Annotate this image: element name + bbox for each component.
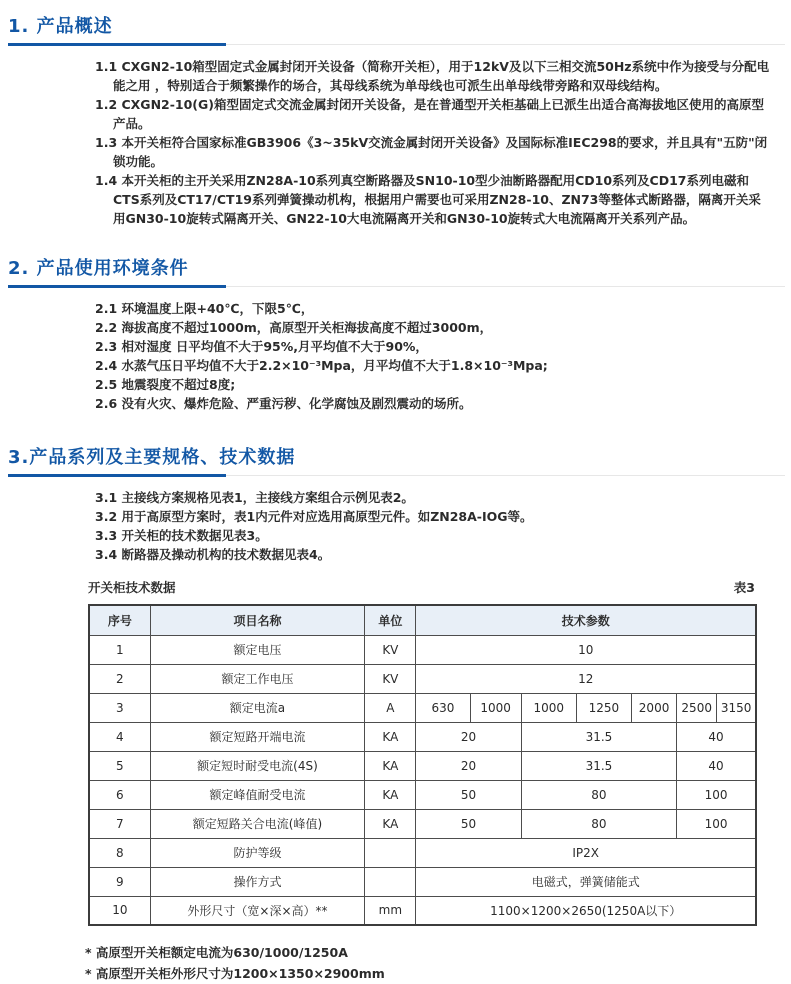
heading-rule (8, 474, 785, 477)
header-cell-params: 技术参数 (416, 605, 756, 635)
cell-no: 1 (89, 635, 150, 664)
header-cell-unit: 单位 (365, 605, 416, 635)
cell-value: IP2X (416, 838, 756, 867)
cell-name: 额定短路开端电流 (150, 722, 365, 751)
heading-underline-gray (226, 286, 785, 287)
cell-value: 12 (416, 664, 756, 693)
paragraph-item: 3.3 开关柜的技术数据见表3。 (95, 528, 268, 543)
paragraph-item: 3.4 断路器及操动机构的技术数据见表4。 (95, 547, 331, 562)
cell-value: 31.5 (521, 751, 676, 780)
table-row (89, 722, 756, 751)
cell-value: 1250 (576, 693, 631, 722)
paragraph-item: 2.3 相对湿度 日平均值不大于95%,月平均值不大于90%， (95, 339, 428, 354)
header-cell-no: 序号 (89, 605, 150, 635)
table-header-row (89, 605, 756, 635)
cell-value: 20 (416, 751, 521, 780)
cell-unit: KV (365, 635, 416, 664)
cell-value: 100 (677, 809, 756, 838)
cell-value: 20 (416, 722, 521, 751)
cell-unit: KA (365, 809, 416, 838)
table-row (89, 867, 756, 896)
section-product-overview (0, 12, 791, 228)
paragraph-item: 2.6 没有火灾、爆炸危险、严重污秽、化学腐蚀及剧烈震动的场所。 (95, 396, 472, 411)
section-2-title: 2. 产品使用环境条件 (8, 258, 189, 279)
spec-table-block (88, 578, 757, 926)
cell-unit: KA (365, 722, 416, 751)
cell-no: 9 (89, 867, 150, 896)
paragraph-item: 2.5 地震裂度不超过8度; (95, 377, 236, 392)
switchgear-spec-table (88, 604, 757, 926)
table-footnotes (85, 942, 791, 984)
cell-name: 额定电压 (150, 635, 365, 664)
cell-no: 4 (89, 722, 150, 751)
table-row (89, 809, 756, 838)
cell-no: 2 (89, 664, 150, 693)
section-3-title: 3.产品系列及主要规格、技术数据 (8, 447, 296, 468)
paragraph-item: 2.1 环境温度上限+40℃，下限5℃， (95, 301, 314, 316)
table-row (89, 751, 756, 780)
cell-value: 1000 (521, 693, 576, 722)
table-row (89, 664, 756, 693)
cell-value: 40 (677, 751, 756, 780)
section-3-paragraphs (0, 488, 791, 564)
cell-no: 8 (89, 838, 150, 867)
header-cell-name: 项目名称 (150, 605, 365, 635)
cell-name: 防护等级 (150, 838, 365, 867)
cell-value: 3150 (717, 693, 756, 722)
cell-no: 6 (89, 780, 150, 809)
paragraph-item: 1.3 本开关柜符合国家标准GB3906《3~35kV交流金属封闭开关设备》及国际标准IEC298的要求，并且具有"五防"闭锁功能。 (95, 135, 768, 169)
cell-unit: mm (365, 896, 416, 925)
paragraph-item: 1.4 本开关柜的主开关采用ZN28A-10系列真空断路器及SN10-10型少油断路器配用CD10系列及CD17系列电磁和CTS系列及CT17/CT19系列弹簧操动机构，根据用户需要也可采用ZN28-10、ZN73等整体式断路器，隔离开关采用GN30-10旋转式隔离开关、GN22-10大电流隔离开关和GN30-10旋转式大电流隔离开关系列产品。 (95, 173, 761, 226)
cell-no: 10 (89, 896, 150, 925)
cell-name: 额定电流a (150, 693, 365, 722)
section-1-title: 1. 产品概述 (8, 16, 113, 37)
heading-underline-gray (226, 44, 785, 45)
table-row (89, 896, 756, 925)
cell-value: 40 (677, 722, 756, 751)
cell-value: 80 (521, 780, 676, 809)
cell-value: 1000 (470, 693, 521, 722)
footnote-rated-current: * 高原型开关柜额定电流为630/1000/1250A (85, 945, 348, 960)
cell-name: 外形尺寸（宽×深×高）** (150, 896, 365, 925)
cell-unit: A (365, 693, 416, 722)
section-1-paragraphs (0, 57, 791, 228)
section-environment-conditions (0, 254, 791, 413)
cell-name: 额定短时耐受电流(4S) (150, 751, 365, 780)
table-row (89, 838, 756, 867)
cell-value: 1100×1200×2650(1250A以下） (416, 896, 756, 925)
heading-underline-accent (8, 285, 226, 288)
table-row (89, 780, 756, 809)
cell-value: 50 (416, 809, 521, 838)
heading-underline-accent (8, 474, 226, 477)
cell-name: 额定短路关合电流(峰值) (150, 809, 365, 838)
heading-underline-gray (226, 475, 785, 476)
paragraph-item: 3.1 主接线方案规格见表1，主接线方案组合示例见表2。 (95, 490, 414, 505)
cell-no: 7 (89, 809, 150, 838)
cell-unit: KA (365, 751, 416, 780)
cell-value: 80 (521, 809, 676, 838)
cell-unit (365, 867, 416, 896)
table-number-label: 表3 (733, 580, 755, 595)
cell-name: 操作方式 (150, 867, 365, 896)
footnote-dimensions: * 高原型开关柜外形尺寸为1200×1350×2900mm (85, 966, 385, 981)
cell-value: 100 (677, 780, 756, 809)
paragraph-item: 3.2 用于高原型方案时，表1内元件对应选用高原型元件。如ZN28A-IOG等。 (95, 509, 533, 524)
cell-unit: KA (365, 780, 416, 809)
cell-no: 5 (89, 751, 150, 780)
section-2-paragraphs (0, 299, 791, 413)
cell-value: 10 (416, 635, 756, 664)
paragraph-item: 2.4 水蒸气压日平均值不大于2.2×10⁻³Mpa，月平均值不大于1.8×10⁻³Mpa; (95, 358, 548, 373)
table-caption (88, 578, 757, 596)
cell-value: 630 (416, 693, 470, 722)
table-row (89, 693, 756, 722)
paragraph-item: 1.1 CXGN2-10箱型固定式金属封闭开关设备（简称开关柜），用于12kV及以下三相交流50Hz系统中作为接受与分配电能之用 ，特别适合于频繁操作的场合，其母线系统为单母线也可派生出单母线带旁路和双母线结构。 (95, 59, 770, 93)
cell-value: 电磁式，弹簧储能式 (416, 867, 756, 896)
cell-value: 2000 (632, 693, 677, 722)
cell-value: 2500 (677, 693, 717, 722)
heading-underline-accent (8, 43, 226, 46)
cell-unit (365, 838, 416, 867)
cell-value: 50 (416, 780, 521, 809)
section-specs-technical-data (0, 443, 791, 984)
cell-unit: KV (365, 664, 416, 693)
table-row (89, 635, 756, 664)
cell-value: 31.5 (521, 722, 676, 751)
heading-rule (8, 43, 785, 46)
heading-rule (8, 285, 785, 288)
cell-no: 3 (89, 693, 150, 722)
paragraph-item: 2.2 海拔高度不超过1000m，高原型开关柜海拔高度不超过3000m， (95, 320, 493, 335)
paragraph-item: 1.2 CXGN2-10(G)箱型固定式交流金属封闭开关设备，是在普通型开关柜基础上已派生出适合高海拔地区使用的高原型产品。 (95, 97, 764, 131)
cell-name: 额定峰值耐受电流 (150, 780, 365, 809)
table-caption-title: 开关柜技术数据 (88, 580, 176, 595)
cell-name: 额定工作电压 (150, 664, 365, 693)
